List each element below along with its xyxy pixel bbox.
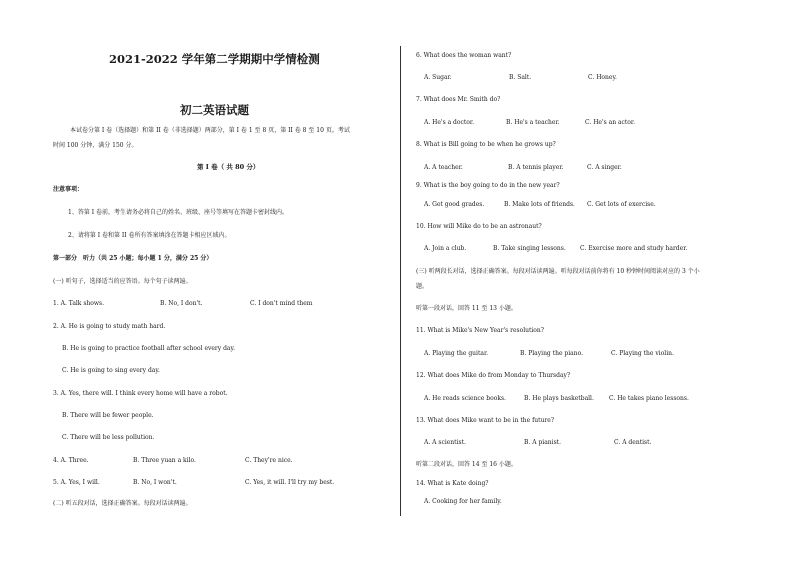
q4-option-c: C. They're nice. bbox=[245, 457, 293, 464]
q8-option-a: A. A teacher. bbox=[424, 164, 463, 171]
q11-option-b: B. Playing the piano. bbox=[520, 350, 584, 357]
intro-line-1: 本试卷分第 I 卷（选择题）和第 II 卷（非选择题）两部分，第 I 卷 1 至 8 页，第 II 卷 8 至 10 页。考试 bbox=[70, 127, 350, 134]
q13-option-a: A. A scientist. bbox=[424, 439, 466, 446]
q11-stem: 11. What is Mike's New Year's resolution? bbox=[416, 327, 544, 334]
q2-option-a: 2. A. He is going to study math hard. bbox=[53, 323, 166, 330]
notice-item-1: 1、答第 I 卷前，考生请务必将自己的姓名、班级、座号等填写在答题卡密封线内。 bbox=[68, 209, 289, 216]
q3-option-b: B. There will be fewer people. bbox=[62, 412, 154, 419]
subsection-1-heading: (一) 听句子，选择适当的应答语。每个句子读两遍。 bbox=[53, 278, 192, 285]
q10-option-a: A. Join a club. bbox=[424, 245, 467, 252]
q1-option-a: 1. A. Talk shows. bbox=[53, 300, 105, 307]
q10-option-b: B. Take singing lessons. bbox=[493, 245, 566, 252]
q7-option-b: B. He's a teacher. bbox=[506, 119, 560, 126]
q6-option-b: B. Salt. bbox=[509, 74, 532, 81]
q9-option-b: B. Make lots of friends. bbox=[504, 201, 575, 208]
q3-option-c: C. There will be less pollution. bbox=[62, 434, 155, 441]
subsection-3-line-2: 题。 bbox=[416, 283, 429, 290]
exam-subtitle: 初二英语试题 bbox=[180, 103, 249, 117]
q9-option-c: C. Get lots of exercise. bbox=[587, 201, 656, 208]
q9-stem: 9. What is the boy going to do in the new year? bbox=[416, 182, 560, 189]
q14-option-a: A. Cooking for her family. bbox=[424, 498, 502, 505]
q12-stem: 12. What does Mike do from Monday to Thursday? bbox=[416, 372, 571, 379]
q13-stem: 13. What does Mike want to be in the future? bbox=[416, 417, 555, 424]
q11-option-c: C. Playing the violin. bbox=[611, 350, 674, 357]
q13-option-b: B. A pianist. bbox=[524, 439, 561, 446]
q4-option-b: B. Three yuan a kilo. bbox=[133, 457, 196, 464]
q6-option-a: A. Sugar. bbox=[424, 74, 452, 81]
q10-stem: 10. How will Mike do to be an astronaut? bbox=[416, 223, 542, 230]
q10-option-c: C. Exercise more and study harder. bbox=[580, 245, 688, 252]
column-divider bbox=[400, 46, 401, 516]
q4-option-a: 4. A. Three. bbox=[53, 457, 89, 464]
q5-option-a: 5. A. Yes, I will. bbox=[53, 479, 100, 486]
q12-option-b: B. He plays basketball. bbox=[524, 395, 594, 402]
q3-option-a: 3. A. Yes, there will. I think every home will have a robot. bbox=[53, 390, 228, 397]
subsection-3-line-1: (三) 听两段长对话，选择正确答案。每段对话读两遍。听每段对话前你将有 10 秒钟时间阅读对应的 3 个小 bbox=[416, 268, 700, 275]
q5-option-c: C. Yes, it will. I'll try my best. bbox=[245, 479, 335, 486]
q14-stem: 14. What is Kate doing? bbox=[416, 480, 489, 487]
q12-option-c: C. He takes piano lessons. bbox=[609, 395, 689, 402]
q6-stem: 6. What does the woman want? bbox=[416, 52, 512, 59]
q1-option-b: B. No, I don't. bbox=[160, 300, 203, 307]
q6-option-c: C. Honey. bbox=[588, 74, 617, 81]
q5-option-b: B. No, I won't. bbox=[133, 479, 177, 486]
q2-option-b: B. He is going to practice football after school every day. bbox=[62, 345, 236, 352]
q9-option-a: A. Get good grades. bbox=[424, 201, 485, 208]
notice-heading: 注意事项： bbox=[53, 186, 84, 193]
intro-line-2: 时间 100 分钟，满分 150 分。 bbox=[53, 142, 138, 149]
q8-option-c: C. A singer. bbox=[587, 164, 622, 171]
subsection-2-heading: (二) 听五段对话，选择正确答案。每段对话读两遍。 bbox=[53, 500, 192, 507]
dialog2-instruction: 听第二段对话，回答 14 至 16 小题。 bbox=[416, 461, 517, 468]
notice-item-2: 2、请将第 I 卷和第 II 卷所有答案填涂在答题卡相应区域内。 bbox=[68, 232, 231, 239]
exam-title: 2021-2022 学年第二学期期中学情检测 bbox=[109, 52, 320, 66]
q1-option-c: C. I don't mind them bbox=[250, 300, 313, 307]
q7-option-c: C. He's an actor. bbox=[585, 119, 636, 126]
dialog1-instruction: 听第一段对话，回答 11 至 13 小题。 bbox=[416, 305, 517, 312]
q11-option-a: A. Playing the guitar. bbox=[424, 350, 489, 357]
part1-heading: 第 I 卷（ 共 80 分） bbox=[197, 163, 260, 171]
q7-option-a: A. He's a doctor. bbox=[424, 119, 475, 126]
q2-option-c: C. He is going to sing every day. bbox=[62, 367, 160, 374]
section1-heading: 第一部分 听力（共 25 小题；每小题 1 分，满分 25 分） bbox=[53, 255, 213, 262]
q13-option-c: C. A dentist. bbox=[614, 439, 652, 446]
q8-option-b: B. A tennis player. bbox=[508, 164, 564, 171]
q12-option-a: A. He reads science books. bbox=[424, 395, 506, 402]
q7-stem: 7. What does Mr. Smith do? bbox=[416, 96, 501, 103]
q8-stem: 8. What is Bill going to be when he grows up? bbox=[416, 141, 556, 148]
